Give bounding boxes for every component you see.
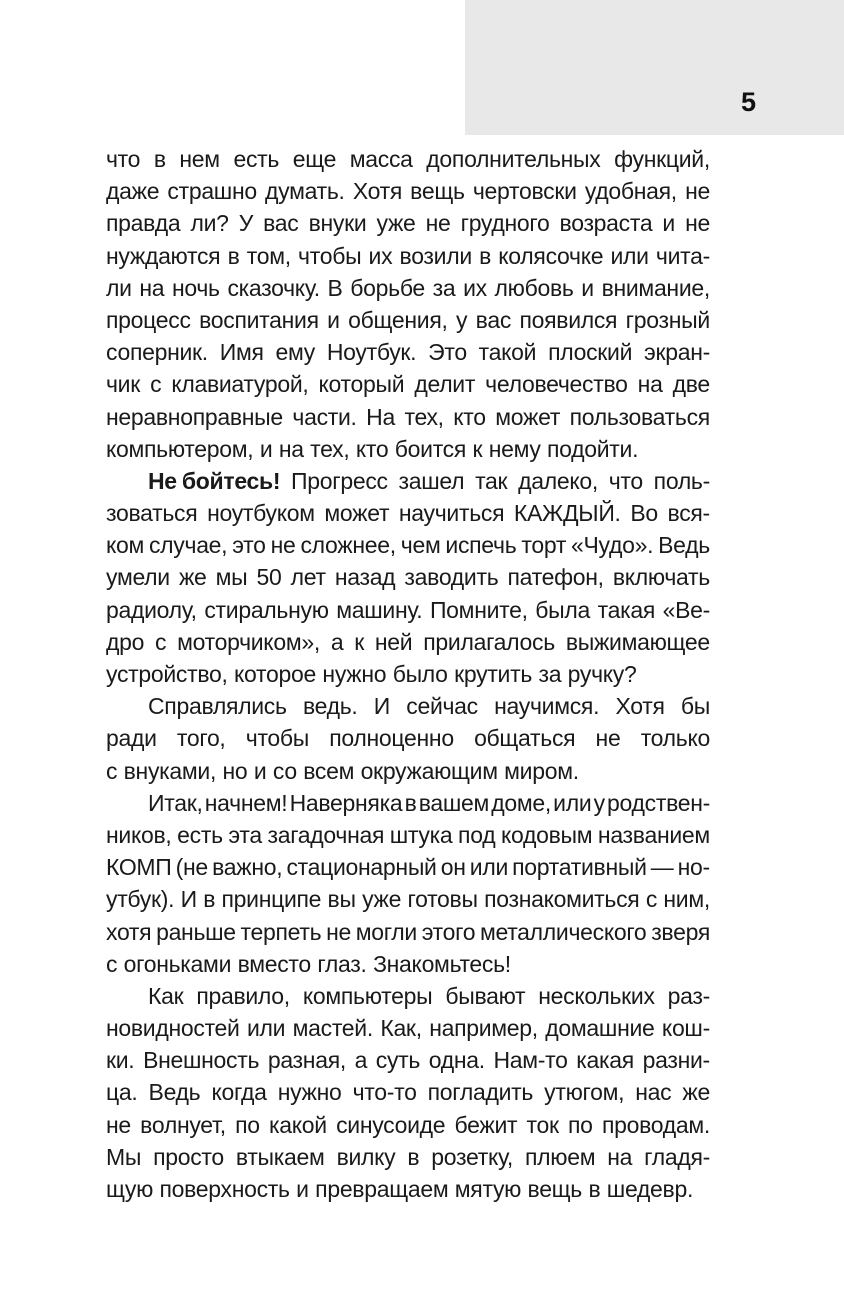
- page-number: 5: [740, 87, 756, 117]
- text-line: чик с клавиатурой, который делит человечество на две: [106, 371, 710, 398]
- text-line: Справлялись ведь. И сейчас научимся. Хотя бы: [148, 693, 710, 720]
- text-line: правда ли? У вас внуки уже не грудного возраста и не: [106, 210, 710, 237]
- text-line: процесс воспитания и общения, у вас появился грозный: [106, 306, 710, 333]
- text-line: Мы просто втыкаем вилку в розетку, плюем на гладя-: [106, 1143, 710, 1170]
- text-line: ком случае, это не сложнее, чем испечь торт «Чудо». Ведь: [106, 532, 710, 559]
- text-line: соперник. Имя ему Ноутбук. Это такой плоский экран-: [106, 339, 710, 366]
- page-number-header: [465, 0, 844, 135]
- text-line: новидностей или мастей. Как, например, домашние кош-: [106, 1015, 710, 1042]
- text-line: ников, есть эта загадочная штука под кодовым названием: [106, 821, 710, 848]
- text-line: даже страшно думать. Хотя вещь чертовски удобная, не: [106, 178, 710, 205]
- text-line: Итак, начнем! Наверняка в вашем доме, или у родствен-: [148, 789, 710, 816]
- paragraph: [106, 465, 710, 690]
- text-line: КОМП (не важно, стационарный он или портативный — но-: [106, 854, 710, 881]
- text-line: Не бойтесь! Прогресс зашел так далеко, что поль-: [106, 465, 710, 497]
- text-line: дро с моторчиком», а к ней прилагалось выжимающее: [106, 628, 710, 655]
- text-line: нуждаются в том, чтобы их возили в колясочке или чита-: [106, 242, 710, 269]
- text-line: с огоньками вместо глаз. Знакомьтесь!: [106, 950, 511, 977]
- text-line: ради того, чтобы полноценно общаться не только: [106, 725, 710, 752]
- paragraph: [106, 143, 710, 465]
- page-body-text: [106, 143, 710, 1205]
- text-line: ли на ночь сказочку. В борьбе за их любовь и внимание,: [106, 274, 710, 301]
- text-line: щую поверхность и превращаем мятую вещь в шедевр.: [106, 1176, 694, 1202]
- paragraph: [106, 690, 710, 787]
- bold-lead-text: Не бойтесь!: [148, 467, 281, 494]
- text-line: ки. Внешность разная, а суть одна. Нам-то какая разни-: [106, 1047, 710, 1074]
- text-line: неравноправные части. На тех, кто может пользоваться: [106, 403, 710, 430]
- text-line: что в нем есть еще масса дополнительных функций,: [106, 146, 710, 172]
- text-line: ца. Ведь когда нужно что-то погладить утюгом, нас же: [106, 1079, 710, 1106]
- text-line: радиолу, стиральную машину. Помните, была такая «Ве-: [106, 596, 710, 623]
- text-line: устройство, которое нужно было крутить за ручку?: [106, 661, 637, 687]
- text-line: с внуками, но и со всем окружающим миром.: [106, 757, 579, 784]
- text-line: утбук). И в принципе вы уже готовы познакомиться с ним,: [106, 886, 710, 913]
- text-line: зоваться ноутбуком может научиться КАЖДЫЙ. Во вся-: [106, 500, 710, 527]
- text-line: компьютером, и на тех, кто боится к нему подойти.: [106, 435, 639, 462]
- paragraph: [106, 980, 710, 1205]
- paragraph: [106, 787, 710, 980]
- text-line: умели же мы 50 лет назад заводить патефон, включать: [106, 564, 710, 591]
- text-line: хотя раньше терпеть не могли этого металлического зверя: [106, 918, 710, 945]
- text-line: не волнует, по какой синусоиде бежит ток по проводам.: [106, 1111, 710, 1138]
- text-line: Как правило, компьютеры бывают нескольких раз-: [148, 982, 710, 1009]
